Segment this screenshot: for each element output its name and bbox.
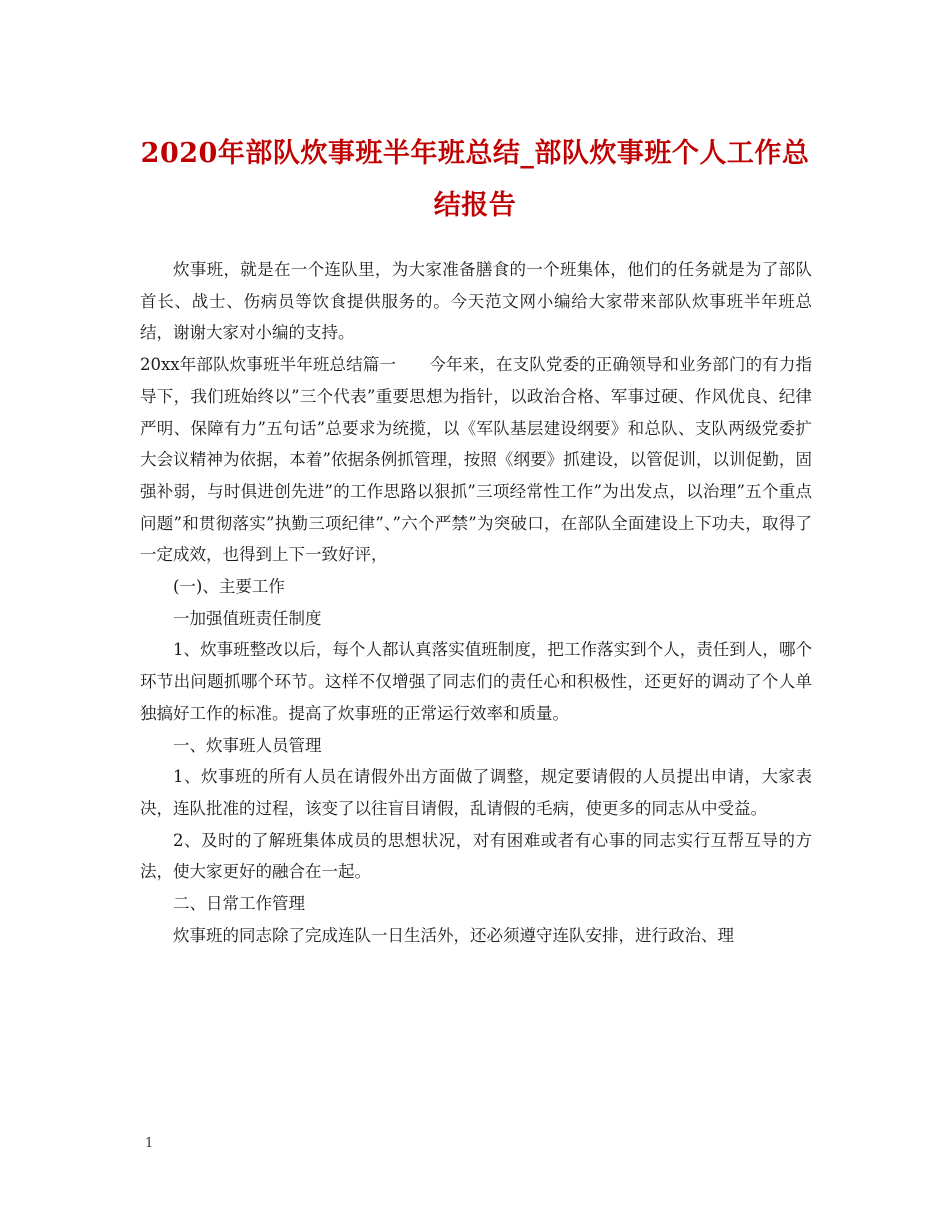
document-body: [140, 254, 812, 951]
subheading-daily-work-management: 二、日常工作管理: [173, 894, 305, 914]
paragraph-intro: 炊事班，就是在一个连队里，为大家准备膳食的一个班集体，他们的任务就是为了部队首长、战士、伤病员等饮食提供服务的。今天范文网小编给大家带来部队炊事班半年班总结，谢谢大家对小编的支持。: [140, 260, 812, 343]
paragraph-duty-system: 1、炊事班整改以后，每个人都认真落实值班制度，把工作落实到个人，责任到人，哪个环节出问题抓哪个环节。这样不仅增强了同志们的责任心和积极性，还更好的调动了个人单独搞好工作的标准。提高了炊事班的正常运行效率和质量。: [140, 640, 812, 723]
document-title: 2020年部队炊事班半年班总结_部队炊事班个人工作总结报告: [140, 138, 810, 221]
subheading-duty-responsibility: 一加强值班责任制度: [173, 608, 322, 628]
paragraph-daily-work: 炊事班的同志除了完成连队一日生活外，还必须遵守连队安排，进行政治、理: [173, 925, 734, 945]
paragraph-mutual-help: 2、及时的了解班集体成员的思想状况，对有困难或者有心事的同志实行互帮互导的方法，使大家更好的融合在一起。: [140, 830, 812, 882]
page-number: 1: [145, 1136, 154, 1151]
subheading-personnel-management: 一、炊事班人员管理: [173, 735, 322, 755]
paragraph-leave-policy: 1、炊事班的所有人员在请假外出方面做了调整，规定要请假的人员提出申请，大家表决，连队批准的过程，该变了以往盲目请假，乱请假的毛病，使更多的同志从中受益。: [140, 767, 812, 818]
paragraph-summary-part-one: 20xx年部队炊事班半年班总结篇一 今年来，在支队党委的正确领导和业务部门的有力指导下，我们班始终以”三个代表”重要思想为指针，以政治合格、军事过硬、作风优良、纪律严明、保障有力”五句话”总要求为统揽，以《军队基层建设纲要》和总队、支队两级党委扩大会议精神为依据，本着”依据条例抓管理，按照《纲要》抓建设，以管促训，以训促勤，固强补弱，与时俱进创先进”的工作思路以狠抓”三项经常性工作”为出发点，以治理”五个重点问题”和贯彻落实”执勤三项纪律”、”六个严禁”为突破口，在部队全面建设上下功夫，取得了一定成效，也得到上下一致好评，: [140, 355, 812, 565]
section-heading-main-work: (一)、主要工作: [173, 577, 285, 597]
